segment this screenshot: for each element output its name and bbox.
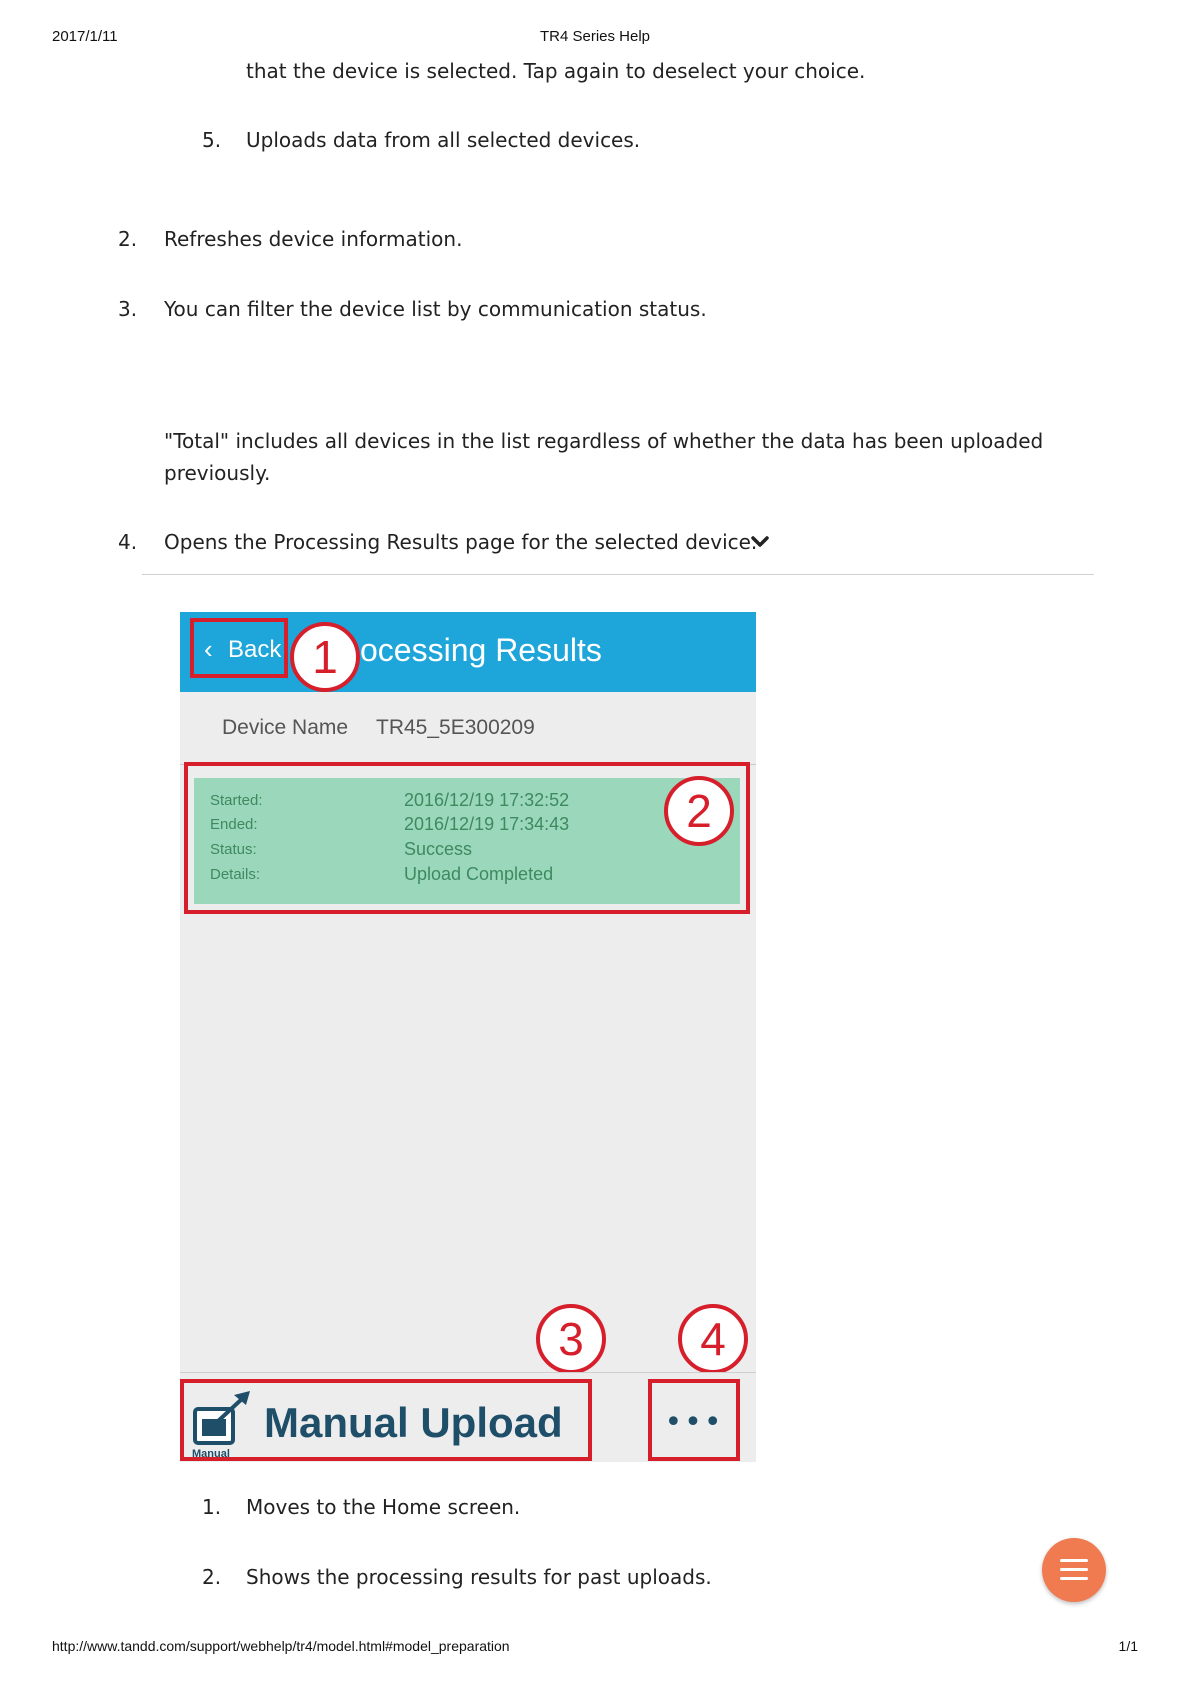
item-3-number: 3. bbox=[118, 297, 138, 321]
upload-icon bbox=[192, 1391, 254, 1459]
print-date: 2017/1/11 bbox=[52, 28, 118, 45]
sub-item-2-number: 2. bbox=[202, 1565, 222, 1589]
ended-label: Ended: bbox=[210, 816, 258, 833]
print-title: TR4 Series Help bbox=[539, 28, 651, 45]
sub-item-2-text: Shows the processing results for past uploads. bbox=[246, 1565, 712, 1589]
print-url: http://www.tandd.com/support/webhelp/tr4/model.html#model_preparation bbox=[52, 1638, 510, 1654]
sub-item-5-text: Uploads data from all selected devices. bbox=[246, 128, 641, 152]
result-card[interactable] bbox=[194, 778, 740, 904]
menu-button[interactable] bbox=[1042, 1538, 1106, 1602]
continued-text: that the device is selected. Tap again to deselect your choice. bbox=[246, 59, 866, 83]
status-label: Status: bbox=[210, 841, 257, 858]
divider bbox=[142, 574, 1094, 575]
back-label: Back bbox=[228, 636, 282, 663]
more-button[interactable] bbox=[648, 1379, 740, 1461]
status-value: Success bbox=[404, 839, 473, 859]
chevron-down-icon[interactable] bbox=[750, 532, 770, 552]
chevron-left-icon: ‹ bbox=[204, 634, 213, 664]
sub-item-5-number: 5. bbox=[202, 128, 222, 152]
manual-icon-caption: Manual bbox=[192, 1448, 230, 1459]
note-text-line2: previously. bbox=[164, 461, 271, 485]
details-label: Details: bbox=[210, 866, 261, 883]
item-4-text: Opens the Processing Results page for the selected device. bbox=[164, 530, 758, 554]
started-value: 2016/12/19 17:32:52 bbox=[404, 790, 570, 810]
app-bar bbox=[180, 612, 756, 692]
more-dots-icon: ••• bbox=[664, 1405, 724, 1440]
started-label: Started: bbox=[210, 792, 263, 809]
callout-1: 1 bbox=[290, 622, 360, 692]
manual-upload-button[interactable] bbox=[180, 1379, 592, 1461]
item-2-text: Refreshes device information. bbox=[164, 227, 463, 251]
print-page-number: 1/1 bbox=[1118, 1638, 1138, 1654]
item-2-number: 2. bbox=[118, 227, 138, 251]
item-3-text: You can filter the device list by communication status. bbox=[164, 297, 707, 321]
note-text-line1: "Total" includes all devices in the list regardless of whether the data has been uploaded bbox=[164, 429, 1044, 453]
ended-value: 2016/12/19 17:34:43 bbox=[404, 814, 570, 834]
result-highlight bbox=[184, 762, 750, 914]
device-name-label: Device Name bbox=[222, 716, 349, 739]
manual-upload-label: Manual Upload bbox=[264, 1399, 563, 1446]
item-4-number: 4. bbox=[118, 530, 138, 554]
callout-3: 3 bbox=[536, 1304, 606, 1374]
device-name-value: TR45_5E300209 bbox=[376, 716, 535, 739]
back-button[interactable] bbox=[190, 618, 288, 678]
callout-2: 2 bbox=[664, 776, 734, 846]
callout-4: 4 bbox=[678, 1304, 748, 1374]
processing-results-screenshot bbox=[180, 612, 756, 1462]
screen-title: ocessing Results bbox=[360, 632, 602, 668]
sub-item-1-text: Moves to the Home screen. bbox=[246, 1495, 521, 1519]
details-value: Upload Completed bbox=[404, 864, 554, 884]
sub-item-1-number: 1. bbox=[202, 1495, 222, 1519]
